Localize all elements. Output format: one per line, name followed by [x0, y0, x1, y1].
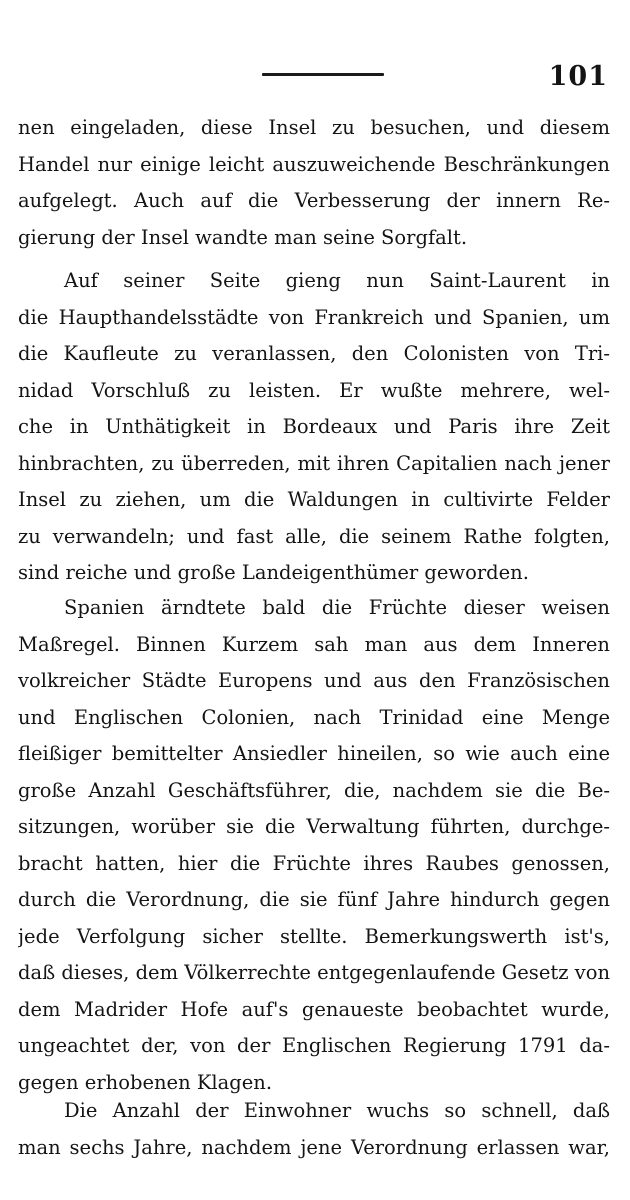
text-line: Handel nur einige leicht auszuweichende Beschränkungen — [18, 152, 610, 176]
text-line: Insel zu ziehen, um die Waldungen in cultivirte Felder — [18, 488, 610, 511]
text-line: Spanien ärndtete bald die Früchte dieser weisen — [64, 596, 610, 619]
text-line: Auf seiner Seite gieng nun Saint-Laurent in — [64, 269, 610, 292]
text-line: jede Verfolgung sicher stellte. Bemerkungswerth ist's, — [18, 924, 610, 948]
text-line: che in Unthätigkeit in Bordeaux und Paris ihre Zeit — [18, 415, 610, 438]
text-line: dem Madrider Hofe auf's genaueste beobachtet wurde, — [18, 997, 610, 1021]
text-line: durch die Verordnung, die sie fünf Jahre hindurch gegen — [18, 888, 610, 911]
text-line: gegen erhobenen Klagen. — [18, 1070, 273, 1094]
header-rule — [262, 73, 384, 76]
page-number: 101 — [548, 61, 608, 92]
text-line: aufgelegt. Auch auf die Verbesserung der innern Re- — [18, 189, 610, 212]
text-line: zu verwandeln; und fast alle, die seinem Rathe folgten, — [18, 524, 610, 548]
paragraph-2 — [18, 263, 610, 592]
text-line: Die Anzahl der Einwohner wuchs so schnell, daß — [64, 1099, 610, 1122]
text-line: fleißiger bemittelter Ansiedler hineilen, so wie auch eine — [18, 742, 610, 765]
text-line: hinbrachten, zu überreden, mit ihren Capitalien nach jener — [18, 451, 610, 475]
text-line: sind reiche und große Landeigenthümer geworden. — [18, 561, 529, 584]
text-line: Maßregel. Binnen Kurzem sah man aus dem Inneren — [18, 632, 610, 656]
text-line: ungeachtet der, von der Englischen Regierung 1791 da- — [18, 1034, 610, 1057]
text-line: sitzungen, worüber sie die Verwaltung führten, durchge- — [18, 815, 610, 838]
paragraph-4 — [18, 1093, 610, 1166]
text-line: man sechs Jahre, nachdem jene Verordnung erlassen war, — [18, 1135, 610, 1159]
text-line: daß dieses, dem Völkerrechte entgegenlaufende Gesetz von — [18, 961, 610, 984]
text-line: bracht hatten, hier die Früchte ihres Raubes genossen, — [18, 851, 610, 875]
paragraph-1 — [18, 110, 610, 256]
text-line: nidad Vorschluß zu leisten. Er wußte mehrere, wel- — [18, 378, 610, 402]
text-line: gierung der Insel wandte man seine Sorgfalt. — [18, 225, 468, 249]
text-line: die Haupthandelsstädte von Frankreich und Spanien, um — [18, 305, 610, 329]
text-line: große Anzahl Geschäftsführer, die, nachdem sie die Be- — [18, 778, 610, 802]
text-line: und Englischen Colonien, nach Trinidad eine Menge — [18, 705, 610, 729]
text-line: die Kaufleute zu veranlassen, den Colonisten von Tri- — [18, 342, 610, 365]
text-line: volkreicher Städte Europens und aus den Französischen — [18, 669, 610, 692]
paragraph-3 — [18, 590, 610, 1101]
text-line: nen eingeladen, diese Insel zu besuchen, und diesem — [18, 116, 610, 139]
